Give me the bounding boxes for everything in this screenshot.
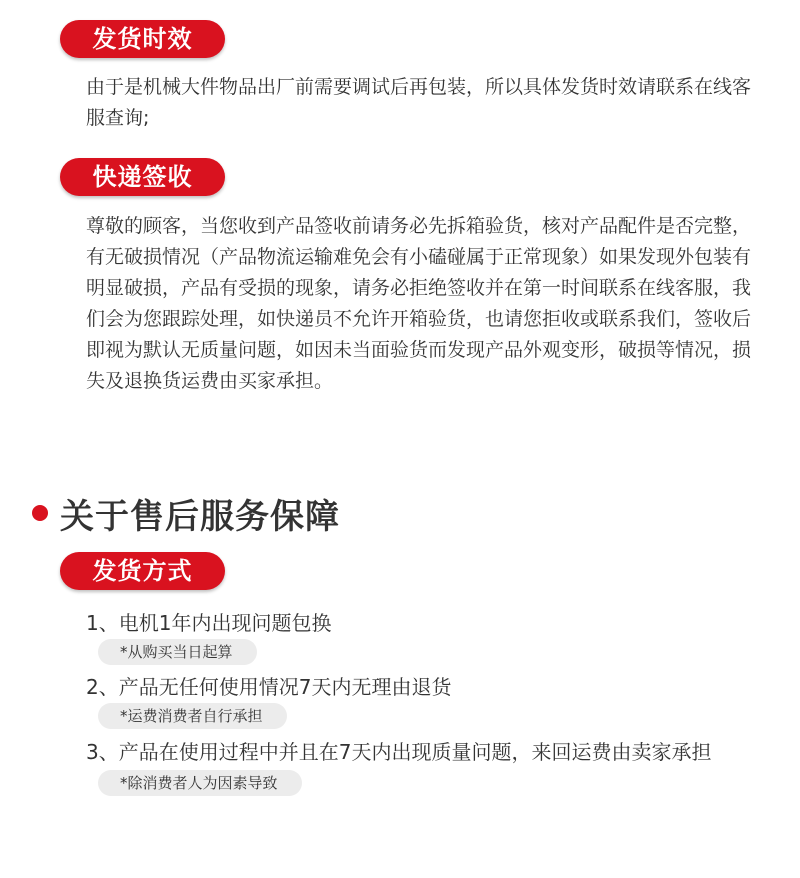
after-sales-note-3: *除消费者人为因素导致 — [98, 770, 302, 796]
after-sales-item-2: 2、产品无任何使用情况7天内无理由退货 — [86, 675, 452, 699]
section-title-text: 关于售后服务保障 — [60, 496, 340, 537]
after-sales-note-1: *从购买当日起算 — [98, 639, 257, 665]
after-sales-section-title — [32, 488, 340, 538]
shipping-time-label: 发货时效 — [60, 20, 225, 58]
after-sales-item-3: 3、产品在使用过程中并且在7天内出现质量问题，来回运费由卖家承担 — [86, 740, 712, 764]
after-sales-note-2: *运费消费者自行承担 — [98, 703, 287, 729]
shipping-method-label: 发货方式 — [60, 552, 225, 590]
delivery-sign-label: 快递签收 — [60, 158, 225, 196]
shipping-time-text: 由于是机械大件物品出厂前需要调试后再包装，所以具体发货时效请联系在线客服查询; — [86, 76, 752, 129]
delivery-sign-text: 尊敬的顾客，当您收到产品签收前请务必先拆箱验货，核对产品配件是否完整，有无破损情况（产品物流运输难免会有小磕碰属于正常现象）如果发现外包装有明显破损，产品有受损的现象，请务必拒绝签收并在第一时间联系在线客服，我们会为您跟踪处理，如快递员不允许开箱验货，也请您拒收或联系我们，签收后即视为默认无质量问题，如因未当面验货而发现产品外观变形，破损等情况，损失及退换货运费由买家承担。 — [86, 215, 752, 392]
after-sales-item-1: 1、电机1年内出现问题包换 — [86, 611, 332, 635]
bullet-dot-icon — [32, 505, 48, 521]
